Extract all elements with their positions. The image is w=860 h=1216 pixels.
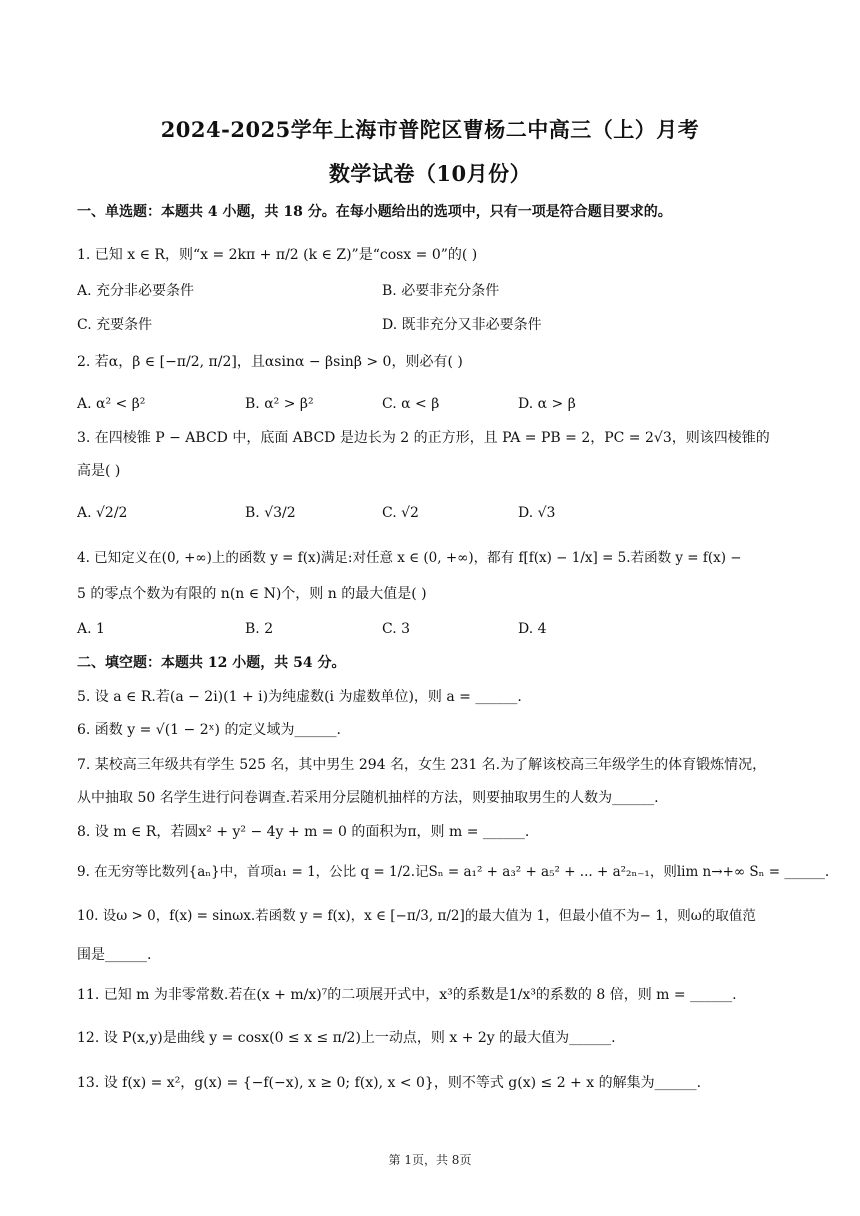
exam-subtitle: 数学试卷（10月份） <box>328 161 532 186</box>
q3-option-c: C. √2 <box>382 505 419 521</box>
section-single-choice: 一、单选题：本题共 4 小题，共 18 分。在每小题给出的选项中，只有一项是符合题目要求的。 <box>77 204 672 220</box>
q1-option-a: A. 充分非必要条件 <box>77 283 195 299</box>
q1-option-c: C. 充要条件 <box>77 317 153 333</box>
question-3-line1: 3. 在四棱锥 P − ABCD 中，底面 ABCD 是边长为 2 的正方形，且 PA = PB = 2，PC = 2√3，则该四棱锥的 <box>77 430 770 446</box>
q1-option-b: B. 必要非充分条件 <box>382 283 500 299</box>
q4-option-a: A. 1 <box>77 621 105 637</box>
section-fill-blank: 二、填空题：本题共 12 小题，共 54 分。 <box>77 655 346 671</box>
question-4-line1: 4. 已知定义在(0, +∞)上的函数 y = f(x)满足:对任意 x ∈ (0, +∞)，都有 f[f(x) − 1/x] = 5.若函数 y = f(x) − <box>77 550 742 566</box>
page-footer: 第 1页，共 8页 <box>388 1153 472 1167</box>
question-7-line2: 从中抽取 50 名学生进行问卷调查.若采用分层随机抽样的方法，则要抽取男生的人数为______. <box>77 790 659 806</box>
q3-option-b: B. √3/2 <box>245 505 296 521</box>
q2-option-b: B. α² > β² <box>245 396 314 412</box>
question-12: 12. 设 P(x,y)是曲线 y = cosx(0 ≤ x ≤ π/2)上一动点，则 x + 2y 的最大值为______. <box>77 1030 616 1046</box>
question-10-line1: 10. 设ω > 0，f(x) = sinωx.若函数 y = f(x)，x ∈ [−π/3, π/2]的最大值为 1，但最小值不为− 1，则ω的取值范 <box>77 908 756 924</box>
q4-option-c: C. 3 <box>382 621 411 637</box>
q3-option-d: D. √3 <box>518 505 556 521</box>
question-1: 1. 已知 x ∈ R，则“x = 2kπ + π/2 (k ∈ Z)”是“cosx = 0”的( ) <box>77 247 478 263</box>
question-7-line1: 7. 某校高三年级共有学生 525 名，其中男生 294 名，女生 231 名.为了解该校高三年级学生的体育锻炼情况， <box>77 757 767 773</box>
q2-option-d: D. α > β <box>518 396 576 412</box>
q4-option-d: D. 4 <box>518 621 547 637</box>
question-10-line2: 围是______. <box>77 947 152 963</box>
q4-option-b: B. 2 <box>245 621 274 637</box>
question-9: 9. 在无穷等比数列{aₙ}中，首项a₁ = 1，公比 q = 1/2.记Sₙ = a₁² + a₃² + a₅² + ... + a²₂ₙ₋₁，则lim n→+∞ Sₙ = ______. <box>77 864 830 880</box>
question-13: 13. 设 f(x) = x²，g(x) = {−f(−x), x ≥ 0; f(x), x < 0}，则不等式 g(x) ≤ 2 + x 的解集为______. <box>77 1075 702 1091</box>
q1-option-d: D. 既非充分又非必要条件 <box>382 317 542 333</box>
question-2: 2. 若α，β ∈ [−π/2, π/2]，且αsinα − βsinβ > 0，则必有( ) <box>77 354 463 370</box>
exam-title: 2024-2025学年上海市普陀区曹杨二中高三（上）月考 <box>160 117 700 142</box>
question-5: 5. 设 a ∈ R.若(a − 2i)(1 + i)为纯虚数(i 为虚数单位)，则 a = ______. <box>77 689 522 705</box>
question-8: 8. 设 m ∈ R，若圆x² + y² − 4y + m = 0 的面积为π，则 m = ______. <box>77 824 530 840</box>
question-4-line2: 5 的零点个数为有限的 n(n ∈ N)个，则 n 的最大值是( ) <box>77 586 427 602</box>
question-11: 11. 已知 m 为非零常数.若在(x + m/x)⁷的二项展开式中，x³的系数是1/x³的系数的 8 倍，则 m = ______. <box>77 987 737 1003</box>
question-6: 6. 函数 y = √(1 − 2ˣ) 的定义域为______. <box>77 722 341 738</box>
question-3-line2: 高是( ) <box>77 463 121 479</box>
q3-option-a: A. √2/2 <box>77 505 128 521</box>
q2-option-a: A. α² < β² <box>77 396 146 412</box>
q2-option-c: C. α < β <box>382 396 440 412</box>
